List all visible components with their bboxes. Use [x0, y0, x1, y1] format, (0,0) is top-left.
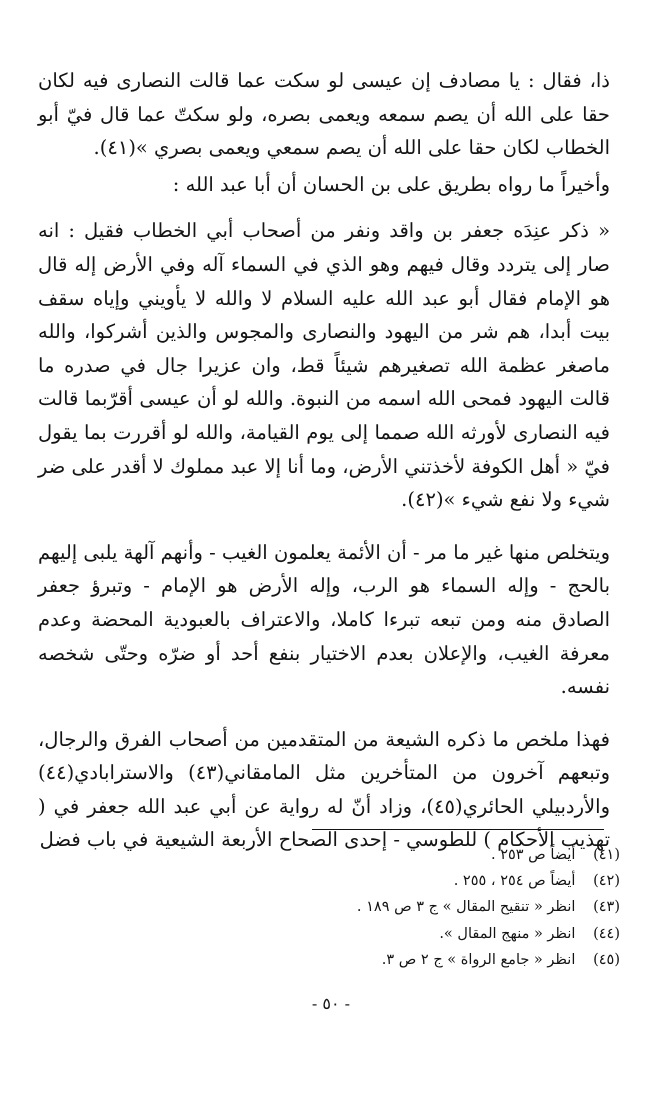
- footnote-text: أيضاً ص ٢٥٣ .: [490, 847, 576, 863]
- paragraph-2: وأخيراً ما رواه بطريق على بن الحسان أن أبا عبد الله :: [172, 172, 610, 196]
- paragraph-4: ويتخلص منها غير ما مر - أن الأئمة يعلمون الغيب - وأنهم آلهة يلبى إليهم بالحج - وإله السماء هو الرب، وإله الأرض هو الإمام - وتبرؤ جعفر الصادق منه ومن تبعه تبرءا كاملا، والاعتراف بالعبودية المحضة وعدم معرفة الغيب، والإعلان بعدم الاختيار بنفع أحد أو ضرّه وحتّى شخصه نفسه.: [38, 540, 610, 699]
- footnote-text: انظر « منهج المقال ».: [439, 925, 576, 942]
- footnote-text: انظر « تنقيح المقال » ج ٣ ص ١٨٩ .: [356, 899, 576, 916]
- footnote-text: انظر « جامع الرواة » ج ٢ ص ٣.: [381, 951, 576, 968]
- footnote-text: أيضاً ص ٢٥٤ ، ٢٥٥ .: [453, 873, 576, 890]
- footnote-44: [200, 921, 620, 947]
- footnote-41: [200, 842, 620, 868]
- footnote-divider: [312, 829, 604, 830]
- page-number: - ٥٠ -: [311, 994, 351, 1013]
- paragraph-1: ذا، فقال : يا مصادف إن عيسى لو سكت عما قالت النصارى فيه لكان حقا على الله أن يصم سمعه ويعمى بصره، ولو سكتّ عما قال فيّ أبو الخطاب لكان حقا على الله أن يصم سمعي ويعمى بصري »(٤١).: [38, 69, 610, 160]
- footnote-42: [200, 868, 620, 894]
- footnote-43: [200, 894, 620, 920]
- footnote-45: [200, 947, 620, 973]
- footnote-number: (٤٣): [593, 899, 620, 916]
- main-text: [38, 64, 610, 857]
- footnotes: [200, 842, 620, 973]
- footnote-number: (٤٤): [593, 925, 620, 942]
- paragraph-5: فهذا ملخص ما ذكره الشيعة من المتقدمين من أصحاب الفرق والرجال، وتبعهم آخرون من المتأخرين مثل المامقاني(٤٣) والاسترابادي(٤٤) والأردبيلي الحائري(٤٥)، وزاد أنّ له رواية عن أبي عبد الله جعفر في ( تهذيب الأحكام ) للطوسي - إحدى الصحاح الأربعة الشيعية في باب فضل: [38, 727, 610, 852]
- footnote-number: (٤٢): [593, 873, 620, 890]
- footnote-number: (٤١): [593, 847, 620, 863]
- quote-paragraph: « ذكر عنِدَه جعفر بن واقد ونفر من أصحاب أبي الخطاب فقيل : انه صار إلى يتردد وقال فيهم وهو الذي في السماء آله وفي الأرض إله قال هو الإمام فقال أبو عبد الله عليه السلام لا والله لا يأويني وإياه سقف بيت أبدا، هم شر من اليهود والنصارى والمجوس والذين أشركوا، والله ماصغر عظمة الله تصغيرهم شيئاً قط، وان عزيرا جال في صدره ما قالت اليهود فمحى الله اسمه من النبوة. والله لو أن عيسى أقرّبما قالت فيه النصارى لأورثه الله صمما إلى يوم القيامة، والله لو أقررت بما يقول فيّ « أهل الكوفة لأخذتني الأرض، وما أنا إلا عبد مملوك لا أقدر على ضر شيء ولا نفع شيء »(٤٢).: [38, 219, 610, 512]
- footnote-number: (٤٥): [593, 951, 620, 968]
